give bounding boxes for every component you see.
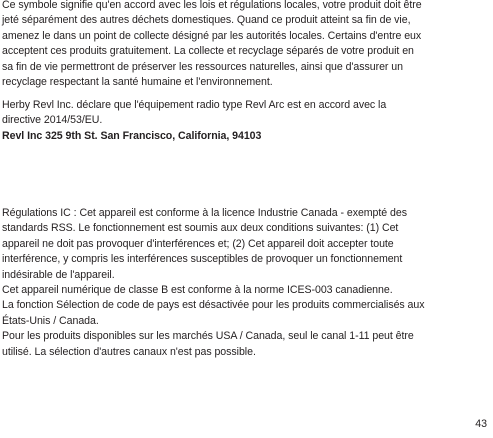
ic-line: standards RSS. Le fonctionnement est soumis aux deux conditions suivantes: (1) Cet [2, 222, 399, 235]
page-number: 43 [475, 418, 487, 430]
ic-line: indésirable de l'appareil. [2, 268, 115, 281]
recycling-line: acceptent ces produits gratuitement. La collecte et recyclage séparés de votre produit en [2, 45, 414, 58]
recycling-line: Ce symbole signifie qu'en accord avec les lois et régulations locales, votre produit doit être [2, 0, 422, 11]
ic-line: Cet appareil numérique de classe B est conforme à la norme ICES-003 canadienne. [2, 284, 393, 297]
recycling-line: amenez le dans un point de collecte désigné par les autorités locales. Certains d'entre eux [2, 29, 422, 42]
ic-line: utilisé. La sélection d'autres canaux n'est pas possible. [2, 345, 256, 358]
recycling-line: sa fin de vie permettront de préserver les ressources naturelles, ainsi que d'assurer un [2, 60, 403, 73]
declaration-paragraph [2, 98, 490, 144]
recycling-line: jeté séparément des autres déchets domestiques. Quand ce produit atteint sa fin de vie, [2, 14, 411, 27]
ic-line: La fonction Sélection de code de pays est désactivée pour les produits commercialisés aux [2, 299, 425, 312]
ic-regulations-paragraph [2, 206, 490, 360]
company-address: Revl Inc 325 9th St. San Francisco, California, 94103 [2, 129, 262, 142]
recycling-paragraph [2, 0, 490, 90]
declaration-line: directive 2014/53/EU. [2, 114, 103, 127]
ic-line: États-Unis / Canada. [2, 314, 99, 327]
recycling-line: recyclage respectant la santé humaine et l'environnement. [2, 76, 273, 89]
ic-line: interférence, y compris les interférences susceptibles de provoquer un fonctionnement [2, 253, 403, 266]
ic-line: appareil ne doit pas provoquer d'interférences et; (2) Cet appareil doit accepter toute [2, 237, 394, 250]
ic-line: Pour les produits disponibles sur les marchés USA / Canada, seul le canal 1-11 peut être [2, 330, 414, 343]
declaration-line: Herby Revl Inc. déclare que l'équipement radio type Revl Arc est en accord avec la [2, 99, 387, 111]
ic-line: Régulations IC : Cet appareil est conforme à la licence Industrie Canada - exempté des [2, 207, 407, 219]
